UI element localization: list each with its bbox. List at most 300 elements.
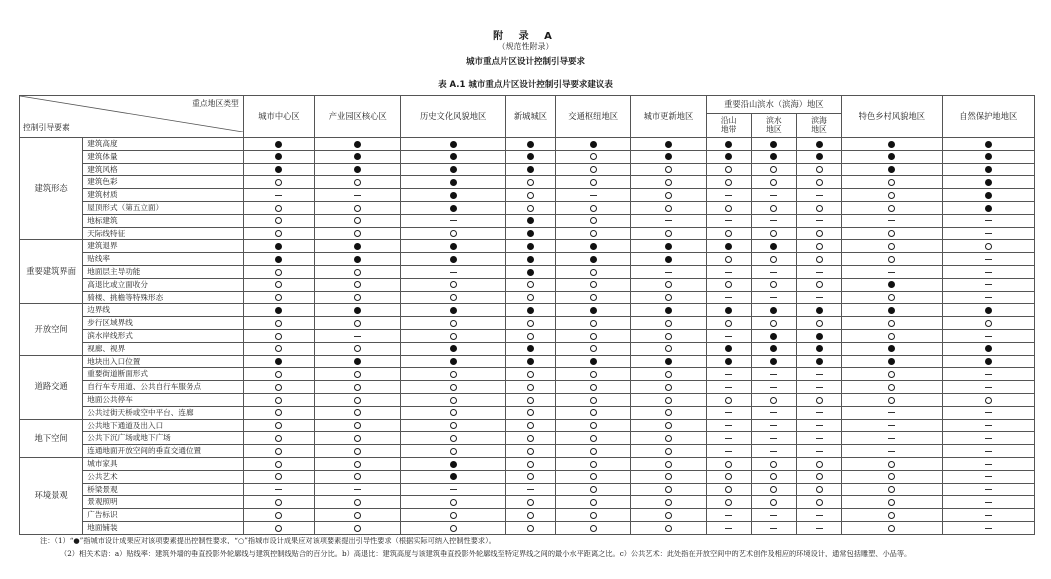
dash-icon bbox=[816, 272, 823, 273]
value-cell bbox=[505, 521, 555, 534]
value-cell bbox=[706, 227, 751, 240]
notes bbox=[40, 537, 1040, 563]
value-cell bbox=[505, 265, 555, 278]
hollow-circle-icon bbox=[665, 179, 672, 186]
element-cell: 公共下沉广场或地下广场 bbox=[83, 432, 244, 445]
hollow-circle-icon bbox=[816, 486, 823, 493]
dash-icon bbox=[985, 528, 992, 529]
table-row bbox=[20, 445, 1035, 458]
dash-icon bbox=[888, 425, 895, 426]
dash-icon bbox=[985, 438, 992, 439]
hollow-circle-icon bbox=[590, 435, 597, 442]
filled-dot-icon bbox=[527, 243, 534, 250]
dash-icon bbox=[770, 195, 777, 196]
dash-icon bbox=[985, 476, 992, 477]
value-cell bbox=[631, 419, 706, 432]
value-cell bbox=[796, 265, 841, 278]
filled-dot-icon bbox=[770, 358, 777, 365]
value-cell bbox=[942, 176, 1034, 189]
value-cell bbox=[842, 381, 942, 394]
value-cell bbox=[706, 176, 751, 189]
value-cell bbox=[751, 291, 796, 304]
value-cell bbox=[315, 457, 401, 470]
dash-icon bbox=[985, 259, 992, 260]
value-cell bbox=[842, 163, 942, 176]
value-cell bbox=[751, 445, 796, 458]
table-row bbox=[20, 176, 1035, 189]
element-cell: 边界线 bbox=[83, 304, 244, 317]
dash-icon bbox=[665, 220, 672, 221]
value-cell bbox=[796, 445, 841, 458]
hollow-circle-icon bbox=[816, 397, 823, 404]
dash-icon bbox=[770, 220, 777, 221]
hollow-circle-icon bbox=[888, 230, 895, 237]
filled-dot-icon bbox=[665, 153, 672, 160]
hollow-circle-icon bbox=[275, 345, 282, 352]
value-cell bbox=[556, 189, 631, 202]
value-cell bbox=[842, 342, 942, 355]
value-cell bbox=[796, 176, 841, 189]
table-row bbox=[20, 329, 1035, 342]
value-cell bbox=[751, 189, 796, 202]
filled-dot-icon bbox=[770, 333, 777, 340]
value-cell bbox=[556, 278, 631, 291]
dash-icon bbox=[985, 464, 992, 465]
hollow-circle-icon bbox=[665, 525, 672, 532]
table-row bbox=[20, 189, 1035, 202]
value-cell bbox=[796, 355, 841, 368]
hollow-circle-icon bbox=[527, 499, 534, 506]
value-cell bbox=[751, 150, 796, 163]
hollow-circle-icon bbox=[354, 499, 361, 506]
value-cell bbox=[942, 265, 1034, 278]
value-cell bbox=[315, 278, 401, 291]
value-cell bbox=[706, 240, 751, 253]
value-cell bbox=[631, 253, 706, 266]
hollow-circle-icon bbox=[888, 192, 895, 199]
appendix-type: （规范性附录） bbox=[497, 42, 554, 51]
value-cell bbox=[556, 342, 631, 355]
hollow-circle-icon bbox=[275, 499, 282, 506]
value-cell bbox=[315, 240, 401, 253]
filled-dot-icon bbox=[770, 243, 777, 250]
dash-icon bbox=[770, 425, 777, 426]
value-cell bbox=[401, 521, 505, 534]
hollow-circle-icon bbox=[450, 230, 457, 237]
hollow-circle-icon bbox=[527, 333, 534, 340]
value-cell bbox=[751, 227, 796, 240]
value-cell bbox=[401, 470, 505, 483]
hollow-circle-icon bbox=[590, 179, 597, 186]
hollow-circle-icon bbox=[354, 205, 361, 212]
hollow-circle-icon bbox=[725, 320, 732, 327]
value-cell bbox=[796, 381, 841, 394]
value-cell bbox=[401, 368, 505, 381]
value-cell bbox=[315, 317, 401, 330]
value-cell bbox=[401, 201, 505, 214]
hollow-circle-icon bbox=[275, 409, 282, 416]
value-cell bbox=[505, 329, 555, 342]
value-cell bbox=[751, 406, 796, 419]
filled-dot-icon bbox=[450, 256, 457, 263]
filled-dot-icon bbox=[725, 141, 732, 148]
element-cell: 连通地面开放空间的垂直交通位置 bbox=[83, 445, 244, 458]
hollow-circle-icon bbox=[354, 525, 361, 532]
table-row bbox=[20, 521, 1035, 534]
value-cell bbox=[556, 253, 631, 266]
value-cell bbox=[556, 163, 631, 176]
value-cell bbox=[315, 445, 401, 458]
hollow-circle-icon bbox=[816, 320, 823, 327]
hollow-circle-icon bbox=[590, 448, 597, 455]
dash-icon bbox=[985, 284, 992, 285]
hollow-circle-icon bbox=[275, 384, 282, 391]
value-cell bbox=[631, 496, 706, 509]
value-cell bbox=[842, 265, 942, 278]
value-cell bbox=[401, 445, 505, 458]
hollow-circle-icon bbox=[665, 333, 672, 340]
filled-dot-icon bbox=[275, 243, 282, 250]
hollow-circle-icon bbox=[590, 320, 597, 327]
value-cell bbox=[842, 355, 942, 368]
dash-icon bbox=[590, 195, 597, 196]
dash-icon bbox=[770, 528, 777, 529]
dash-icon bbox=[725, 451, 732, 452]
category-cell: 地下空间 bbox=[20, 419, 83, 457]
filled-dot-icon bbox=[275, 141, 282, 148]
value-cell bbox=[315, 432, 401, 445]
filled-dot-icon bbox=[770, 307, 777, 314]
coastal-group-header: 重要沿山滨水（滨海）地区 bbox=[706, 96, 842, 114]
value-cell bbox=[631, 509, 706, 522]
hollow-circle-icon bbox=[725, 461, 732, 468]
hollow-circle-icon bbox=[725, 473, 732, 480]
dash-icon bbox=[354, 336, 361, 337]
filled-dot-icon bbox=[725, 243, 732, 250]
value-cell bbox=[796, 227, 841, 240]
value-cell bbox=[401, 355, 505, 368]
value-cell bbox=[796, 291, 841, 304]
value-cell bbox=[751, 496, 796, 509]
value-cell bbox=[942, 201, 1034, 214]
dash-icon bbox=[725, 438, 732, 439]
element-cell: 建筑退界 bbox=[83, 240, 244, 253]
hollow-circle-icon bbox=[665, 512, 672, 519]
value-cell bbox=[796, 329, 841, 342]
value-cell bbox=[401, 163, 505, 176]
value-cell bbox=[631, 406, 706, 419]
value-cell bbox=[631, 368, 706, 381]
table-row bbox=[20, 496, 1035, 509]
value-cell bbox=[556, 227, 631, 240]
dash-icon bbox=[985, 412, 992, 413]
zone-type-label: 重点地区类型 bbox=[192, 99, 239, 108]
value-cell bbox=[942, 393, 1034, 406]
value-cell bbox=[751, 457, 796, 470]
element-cell: 自行车专用道、公共自行车服务点 bbox=[83, 381, 244, 394]
hollow-circle-icon bbox=[816, 179, 823, 186]
hollow-circle-icon bbox=[590, 269, 597, 276]
value-cell bbox=[243, 253, 314, 266]
hollow-circle-icon bbox=[527, 205, 534, 212]
sub-col-header: 滨海 地区 bbox=[796, 114, 841, 138]
value-cell bbox=[842, 240, 942, 253]
filled-dot-icon bbox=[590, 307, 597, 314]
table-row bbox=[20, 381, 1035, 394]
value-cell bbox=[401, 509, 505, 522]
hollow-circle-icon bbox=[725, 397, 732, 404]
value-cell bbox=[243, 329, 314, 342]
dash-icon bbox=[816, 374, 823, 375]
hollow-circle-icon bbox=[527, 192, 534, 199]
dash-icon bbox=[816, 451, 823, 452]
filled-dot-icon bbox=[985, 166, 992, 173]
element-cell: 贴线率 bbox=[83, 253, 244, 266]
value-cell bbox=[942, 227, 1034, 240]
filled-dot-icon bbox=[665, 141, 672, 148]
value-cell bbox=[505, 163, 555, 176]
value-cell bbox=[631, 445, 706, 458]
table-caption: 表 A.1 城市重点片区设计控制引导要求建议表 bbox=[438, 80, 613, 90]
hollow-circle-icon bbox=[590, 486, 597, 493]
value-cell bbox=[631, 265, 706, 278]
filled-dot-icon bbox=[888, 166, 895, 173]
hollow-circle-icon bbox=[450, 422, 457, 429]
dash-icon bbox=[275, 489, 282, 490]
value-cell bbox=[401, 432, 505, 445]
filled-dot-icon bbox=[985, 307, 992, 314]
element-cell: 高退比或立面收分 bbox=[83, 278, 244, 291]
value-cell bbox=[631, 329, 706, 342]
value-cell bbox=[631, 457, 706, 470]
table-row bbox=[20, 406, 1035, 419]
value-cell bbox=[842, 393, 942, 406]
value-cell bbox=[315, 163, 401, 176]
value-cell bbox=[556, 176, 631, 189]
value-cell bbox=[556, 150, 631, 163]
value-cell bbox=[505, 317, 555, 330]
filled-dot-icon bbox=[888, 153, 895, 160]
value-cell bbox=[631, 304, 706, 317]
element-cell: 城市家具 bbox=[83, 457, 244, 470]
filled-dot-icon bbox=[725, 153, 732, 160]
hollow-circle-icon bbox=[770, 205, 777, 212]
dash-icon bbox=[816, 297, 823, 298]
value-cell bbox=[505, 150, 555, 163]
hollow-circle-icon bbox=[770, 397, 777, 404]
hollow-circle-icon bbox=[888, 205, 895, 212]
dash-icon bbox=[725, 195, 732, 196]
value-cell bbox=[706, 381, 751, 394]
hollow-circle-icon bbox=[590, 384, 597, 391]
dash-icon bbox=[888, 272, 895, 273]
dash-icon bbox=[770, 272, 777, 273]
value-cell bbox=[556, 329, 631, 342]
filled-dot-icon bbox=[985, 358, 992, 365]
filled-dot-icon bbox=[450, 205, 457, 212]
hollow-circle-icon bbox=[816, 256, 823, 263]
hollow-circle-icon bbox=[590, 397, 597, 404]
hollow-circle-icon bbox=[725, 179, 732, 186]
hollow-circle-icon bbox=[275, 230, 282, 237]
value-cell bbox=[243, 240, 314, 253]
dash-icon bbox=[985, 515, 992, 516]
value-cell bbox=[401, 304, 505, 317]
hollow-circle-icon bbox=[590, 166, 597, 173]
value-cell bbox=[706, 278, 751, 291]
value-cell bbox=[751, 329, 796, 342]
value-cell bbox=[505, 278, 555, 291]
value-cell bbox=[505, 470, 555, 483]
value-cell bbox=[315, 470, 401, 483]
value-cell bbox=[796, 393, 841, 406]
category-cell: 开放空间 bbox=[20, 304, 83, 355]
value-cell bbox=[505, 189, 555, 202]
value-cell bbox=[796, 342, 841, 355]
value-cell bbox=[751, 138, 796, 151]
table-row bbox=[20, 483, 1035, 496]
filled-dot-icon bbox=[816, 141, 823, 148]
value-cell bbox=[315, 253, 401, 266]
value-cell bbox=[842, 304, 942, 317]
hollow-circle-icon bbox=[275, 217, 282, 224]
sub-col-header: 滨水 地区 bbox=[751, 114, 796, 138]
value-cell bbox=[505, 138, 555, 151]
hollow-circle-icon bbox=[527, 371, 534, 378]
value-cell bbox=[842, 483, 942, 496]
value-cell bbox=[631, 342, 706, 355]
hollow-circle-icon bbox=[816, 230, 823, 237]
hollow-circle-icon bbox=[450, 397, 457, 404]
value-cell bbox=[315, 342, 401, 355]
element-cell: 公共地下通道及出入口 bbox=[83, 419, 244, 432]
dash-icon bbox=[985, 374, 992, 375]
hollow-circle-icon bbox=[665, 397, 672, 404]
value-cell bbox=[842, 509, 942, 522]
value-cell bbox=[556, 138, 631, 151]
hollow-circle-icon bbox=[888, 320, 895, 327]
value-cell bbox=[796, 457, 841, 470]
hollow-circle-icon bbox=[527, 281, 534, 288]
col-header: 特色乡村风貌地区 bbox=[842, 96, 942, 138]
value-cell bbox=[401, 317, 505, 330]
category-cell: 环境景观 bbox=[20, 457, 83, 534]
hollow-circle-icon bbox=[665, 499, 672, 506]
hollow-circle-icon bbox=[590, 499, 597, 506]
value-cell bbox=[942, 214, 1034, 227]
hollow-circle-icon bbox=[816, 461, 823, 468]
value-cell bbox=[556, 432, 631, 445]
hollow-circle-icon bbox=[590, 230, 597, 237]
value-cell bbox=[315, 496, 401, 509]
hollow-circle-icon bbox=[816, 243, 823, 250]
hollow-circle-icon bbox=[450, 525, 457, 532]
value-cell bbox=[401, 278, 505, 291]
value-cell bbox=[631, 355, 706, 368]
hollow-circle-icon bbox=[354, 320, 361, 327]
hollow-circle-icon bbox=[665, 371, 672, 378]
filled-dot-icon bbox=[450, 166, 457, 173]
value-cell bbox=[751, 163, 796, 176]
element-cell: 建筑色彩 bbox=[83, 176, 244, 189]
dash-icon bbox=[816, 425, 823, 426]
value-cell bbox=[315, 265, 401, 278]
value-cell bbox=[842, 521, 942, 534]
filled-dot-icon bbox=[450, 243, 457, 250]
filled-dot-icon bbox=[770, 141, 777, 148]
value-cell bbox=[401, 189, 505, 202]
dash-icon bbox=[985, 387, 992, 388]
hollow-circle-icon bbox=[590, 422, 597, 429]
value-cell bbox=[401, 265, 505, 278]
value-cell bbox=[706, 253, 751, 266]
value-cell bbox=[842, 317, 942, 330]
hollow-circle-icon bbox=[590, 205, 597, 212]
value-cell bbox=[796, 483, 841, 496]
filled-dot-icon bbox=[450, 307, 457, 314]
value-cell bbox=[631, 201, 706, 214]
value-cell bbox=[842, 329, 942, 342]
value-cell bbox=[942, 138, 1034, 151]
hollow-circle-icon bbox=[275, 281, 282, 288]
filled-dot-icon bbox=[450, 179, 457, 186]
hollow-circle-icon bbox=[275, 448, 282, 455]
value-cell bbox=[556, 201, 631, 214]
value-cell bbox=[556, 406, 631, 419]
element-cell: 桥梁景观 bbox=[83, 483, 244, 496]
value-cell bbox=[401, 483, 505, 496]
hollow-circle-icon bbox=[450, 435, 457, 442]
value-cell bbox=[842, 470, 942, 483]
value-cell bbox=[706, 201, 751, 214]
value-cell bbox=[751, 214, 796, 227]
element-cell: 景观照明 bbox=[83, 496, 244, 509]
value-cell bbox=[505, 227, 555, 240]
value-cell bbox=[243, 342, 314, 355]
value-cell bbox=[505, 509, 555, 522]
value-cell bbox=[315, 150, 401, 163]
value-cell bbox=[243, 278, 314, 291]
value-cell bbox=[796, 201, 841, 214]
value-cell bbox=[842, 406, 942, 419]
hollow-circle-icon bbox=[275, 320, 282, 327]
value-cell bbox=[556, 419, 631, 432]
element-cell: 重要街道断面形式 bbox=[83, 368, 244, 381]
value-cell bbox=[942, 432, 1034, 445]
filled-dot-icon bbox=[450, 345, 457, 352]
hollow-circle-icon bbox=[527, 512, 534, 519]
filled-dot-icon bbox=[725, 345, 732, 352]
col-header: 自然保护地地区 bbox=[942, 96, 1034, 138]
hollow-circle-icon bbox=[527, 179, 534, 186]
filled-dot-icon bbox=[354, 256, 361, 263]
hollow-circle-icon bbox=[527, 384, 534, 391]
hollow-circle-icon bbox=[275, 371, 282, 378]
design-control-table bbox=[19, 95, 1035, 535]
value-cell bbox=[942, 317, 1034, 330]
value-cell bbox=[706, 496, 751, 509]
col-header: 城市更新地区 bbox=[631, 96, 706, 138]
dash-icon bbox=[450, 220, 457, 221]
value-cell bbox=[505, 355, 555, 368]
value-cell bbox=[706, 355, 751, 368]
hollow-circle-icon bbox=[665, 230, 672, 237]
hollow-circle-icon bbox=[354, 371, 361, 378]
hollow-circle-icon bbox=[665, 281, 672, 288]
filled-dot-icon bbox=[450, 192, 457, 199]
hollow-circle-icon bbox=[665, 192, 672, 199]
hollow-circle-icon bbox=[590, 345, 597, 352]
